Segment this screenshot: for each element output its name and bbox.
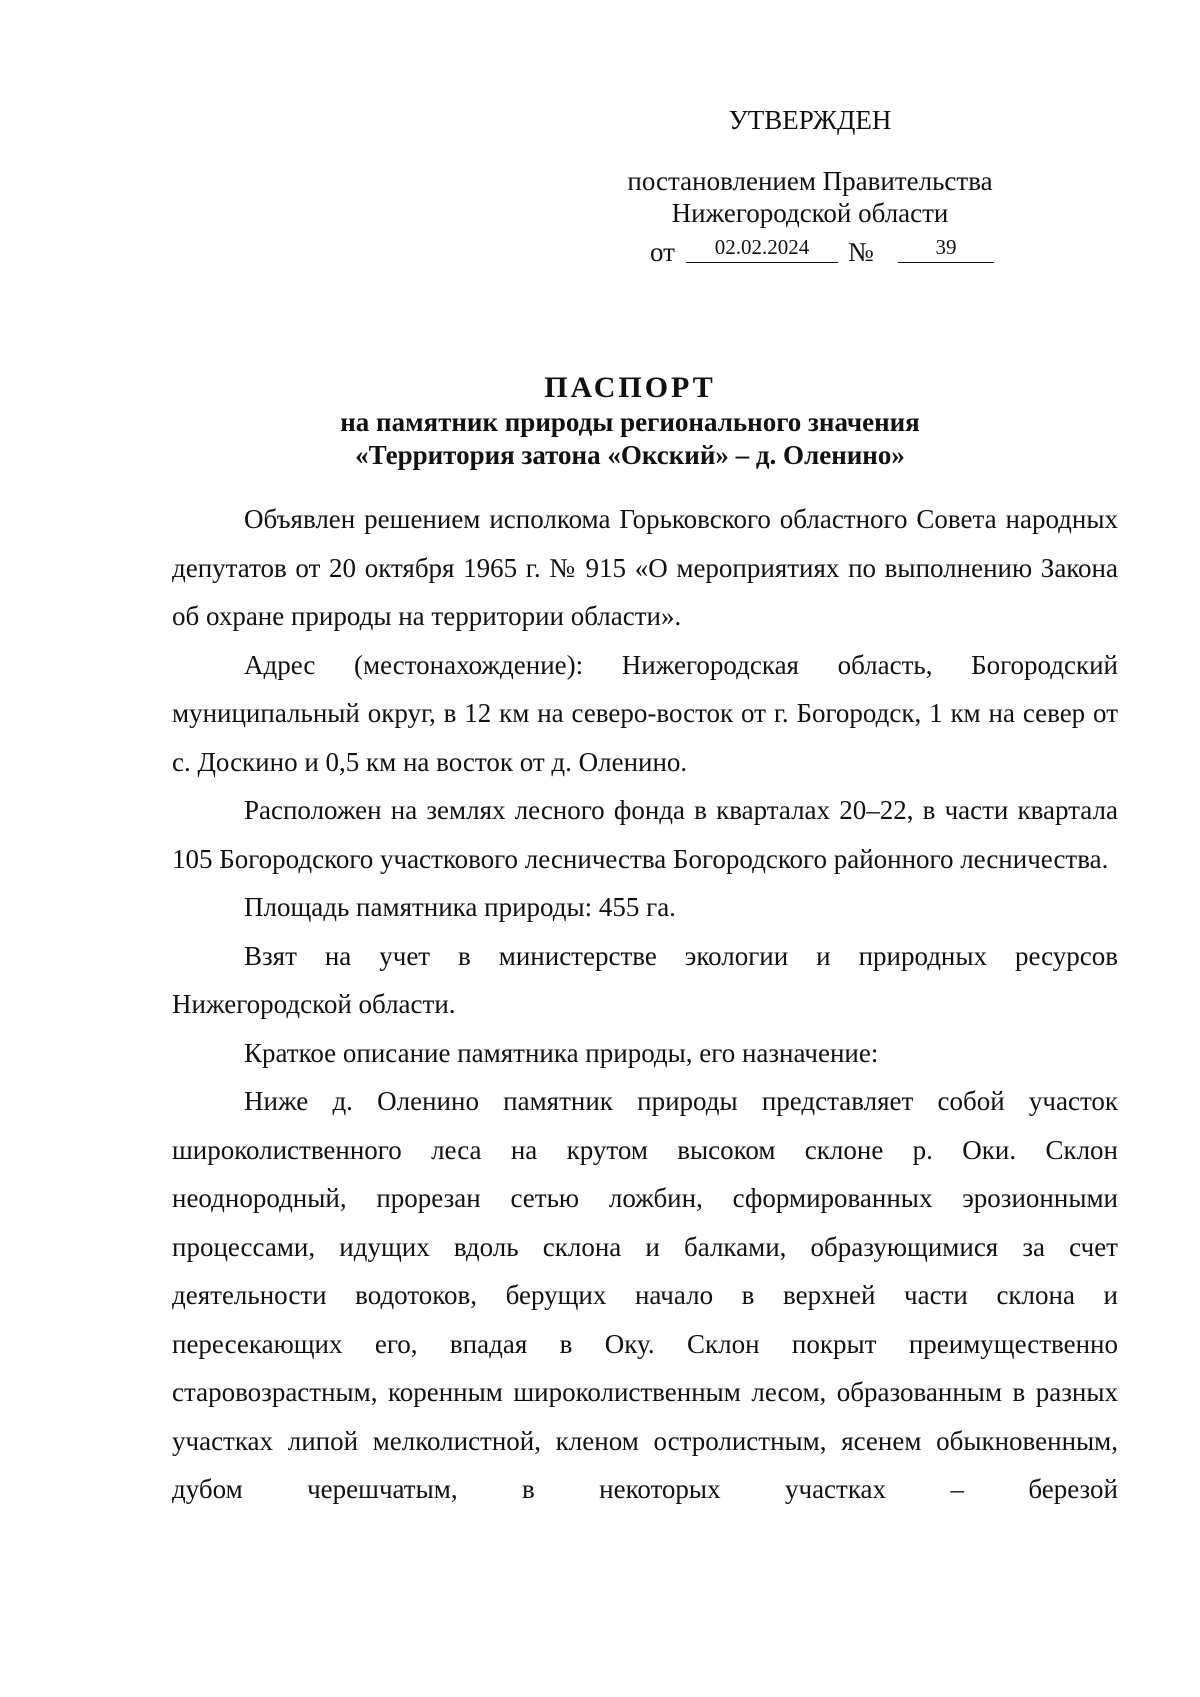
approval-line-region: Нижегородской области	[671, 198, 949, 228]
approval-date-line	[650, 232, 1070, 268]
paragraph-location: Расположен на землях лесного фонда в кварталах 20–22, в части квартала 105 Богородского участкового лесничества Богородского районного лесничества.	[172, 795, 1118, 874]
paragraph-address: Адрес (местонахождение): Нижегородская область, Богородский муниципальный округ, в 12 км на северо-восток от г. Богородск, 1 км на север от с. Доскино и 0,5 км на восток от д. Оленино.	[172, 649, 1118, 777]
from-label: от	[650, 237, 675, 267]
approval-date: 02.02.2024	[686, 232, 838, 263]
title-passport: ПАСПОРТ	[544, 371, 716, 404]
paragraph-area: Площадь памятника природы: 455 га.	[244, 892, 676, 922]
approved-heading: УТВЕРЖДЕН	[728, 105, 892, 135]
document-title	[170, 370, 1090, 472]
document-body	[172, 495, 1118, 1514]
approval-line-resolution: постановлением Правительства	[627, 166, 993, 196]
paragraph-description-heading: Краткое описание памятника природы, его назначение:	[244, 1037, 879, 1068]
paragraph-description: Ниже д. Оленино памятник природы представляет собой участок широколиственного леса на крутом высоком склоне р. Оки. Склон неоднородный, прорезан сетью ложбин, сформированных эрозионными процессами, идущих вдоль склона и балками, образующимися за счет деятельности водотоков, берущих начало в верхней части склона и пересекающих его, впадая в Оку. Склон покрыт преимущественно старовозрастным, коренным широколиственным лесом, образованным в разных участках липой мелколистной, кленом остролистным, ясенем обыкновенным, дубом черешчатым, в некоторых участках – березой	[172, 1086, 1118, 1504]
title-subtitle-2: «Территория затона «Окский» – д. Оленино»	[355, 440, 905, 470]
number-label: №	[848, 237, 874, 267]
paragraph-declared: Объявлен решением исполкома Горьковского областного Совета народных депутатов от 20 октября 1965 г. № 915 «О мероприятиях по выполнению Закона об охране природы на территории области».	[172, 504, 1118, 631]
approval-number: 39	[898, 232, 994, 263]
paragraph-registered: Взят на учет в министерстве экологии и природных ресурсов Нижегородской области.	[172, 940, 1118, 1019]
title-subtitle-1: на памятник природы регионального значения	[340, 407, 920, 437]
